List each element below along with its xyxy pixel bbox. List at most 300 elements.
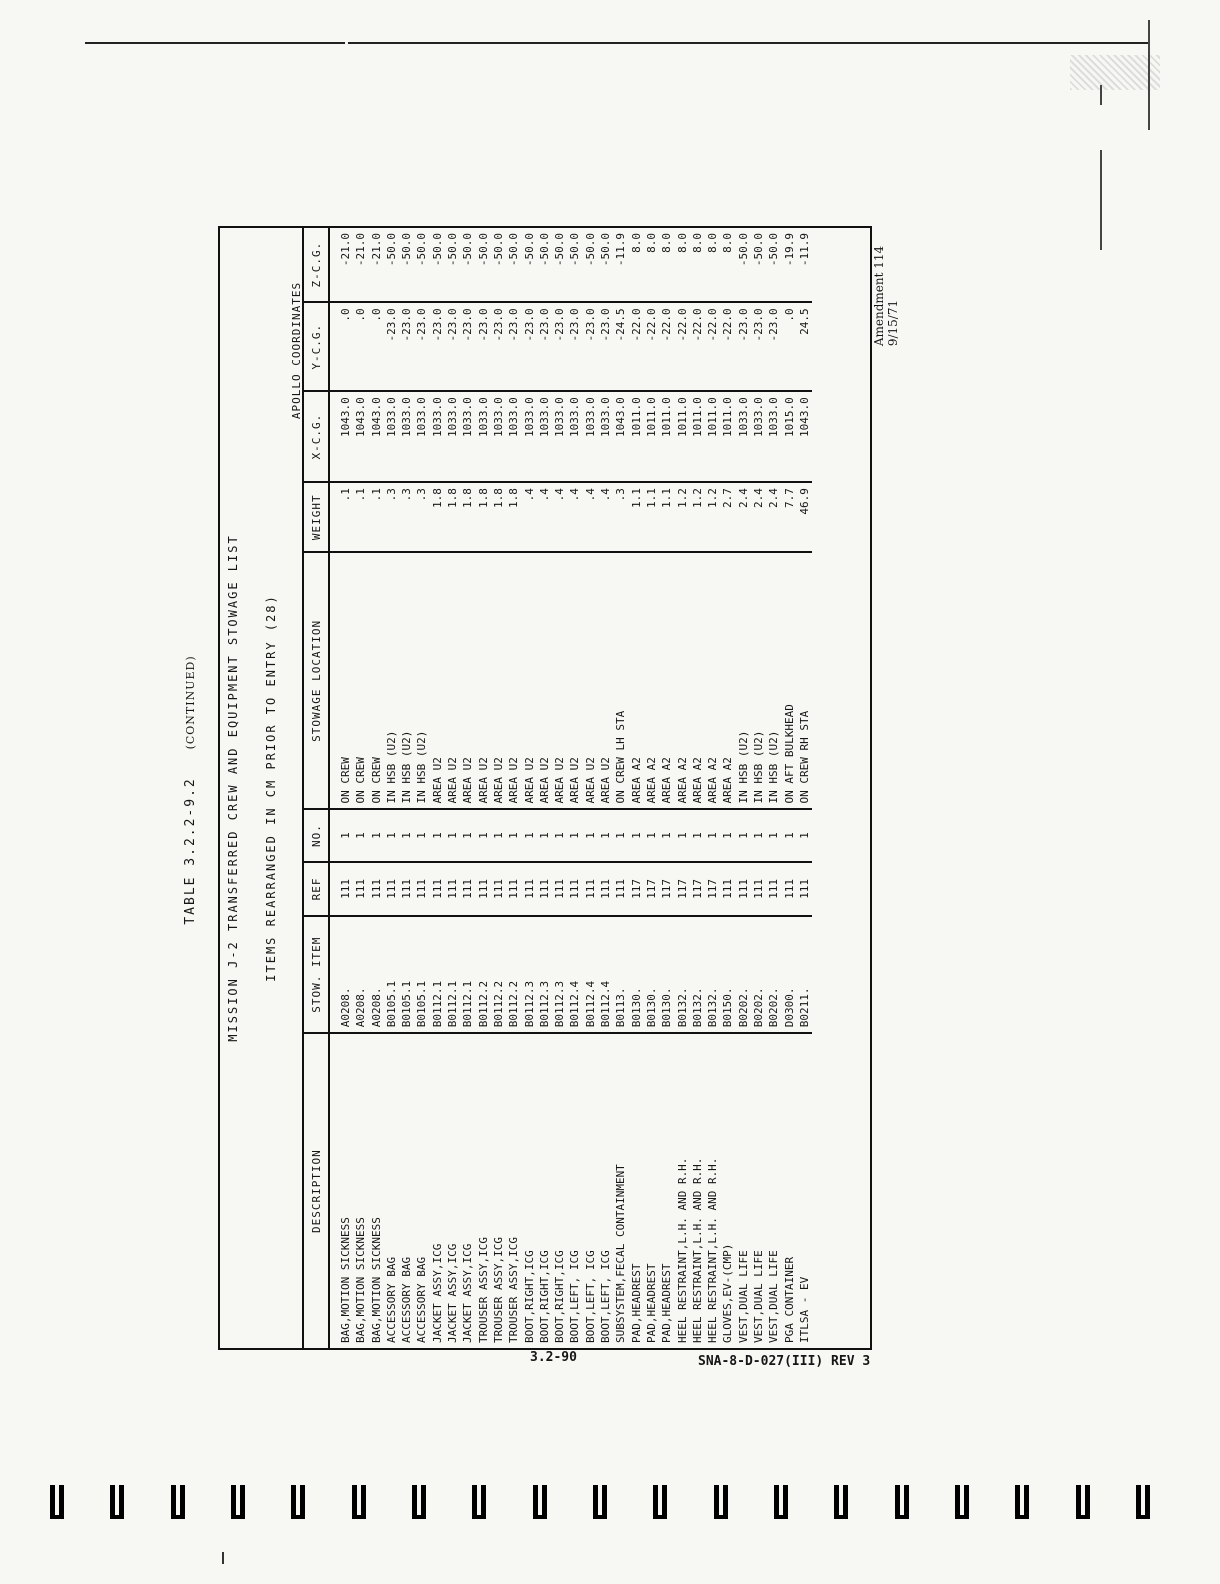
cell-no: 1 — [506, 809, 521, 861]
cell-stow-item: B0202. — [751, 916, 766, 1033]
table-row — [506, 228, 521, 1348]
cell-x-cg: 1033.0 — [430, 391, 445, 482]
cell-stowage-location: IN HSB (U2) — [399, 552, 414, 809]
cell-x-cg: 1033.0 — [476, 391, 491, 482]
cell-stowage-location: AREA U2 — [522, 552, 537, 809]
cell-weight: .3 — [613, 482, 628, 552]
cell-ref: 111 — [353, 862, 368, 916]
cell-y-cg: -23.0 — [445, 302, 460, 391]
cell-z-cg: -50.0 — [460, 228, 475, 302]
cell-description: ITLSA - EV — [797, 1276, 811, 1343]
cell-weight: 1.8 — [491, 482, 506, 552]
table-row — [567, 228, 582, 1348]
cell-stowage-location: AREA A2 — [629, 552, 644, 809]
cell-no: 1 — [460, 809, 475, 861]
table-row — [613, 228, 628, 1348]
cell-description: BAG,MOTION SICKNESS — [354, 1217, 368, 1343]
table-row — [644, 228, 659, 1348]
cell-y-cg: -22.0 — [720, 302, 735, 391]
cell-stow-item: B0112.1 — [460, 916, 475, 1033]
cell-x-cg: 1033.0 — [567, 391, 582, 482]
cell-ref: 111 — [369, 862, 384, 916]
cell-z-cg: 8.0 — [644, 228, 659, 302]
cell-y-cg: .0 — [782, 302, 797, 391]
cell-stowage-location: ON AFT BULKHEAD — [782, 552, 797, 809]
cell-weight: 7.7 — [782, 482, 797, 552]
film-mark — [533, 1485, 547, 1519]
margin-mark — [1100, 150, 1102, 250]
table-row — [537, 228, 552, 1348]
cell-y-cg: -23.0 — [399, 302, 414, 391]
cell-stowage-location: AREA U2 — [537, 552, 552, 809]
bottom-tick — [222, 1552, 224, 1564]
cell-description: TROUSER ASSY,ICG — [476, 1237, 490, 1343]
cell-y-cg: -22.0 — [644, 302, 659, 391]
cell-x-cg: 1033.0 — [736, 391, 751, 482]
cell-weight: 2.4 — [736, 482, 751, 552]
cell-z-cg: -21.0 — [369, 228, 384, 302]
cell-stow-item: B0112.4 — [583, 916, 598, 1033]
cell-stowage-location: IN HSB (U2) — [384, 552, 399, 809]
cell-x-cg: 1033.0 — [766, 391, 781, 482]
table-row — [399, 228, 414, 1348]
cell-x-cg: 1011.0 — [705, 391, 720, 482]
cell-description: TROUSER ASSY,ICG — [507, 1237, 521, 1343]
cell-description: PAD,HEADREST — [660, 1263, 674, 1343]
cell-no: 1 — [399, 809, 414, 861]
cell-ref: 111 — [766, 862, 781, 916]
cell-z-cg: -50.0 — [476, 228, 491, 302]
cell-ref: 111 — [522, 862, 537, 916]
cell-stowage-location: AREA U2 — [598, 552, 613, 809]
amendment-number: Amendment 114 — [872, 245, 886, 347]
cell-z-cg: -50.0 — [598, 228, 613, 302]
table-row — [460, 228, 475, 1348]
cell-stowage-location: AREA A2 — [690, 552, 705, 809]
margin-mark — [1100, 85, 1102, 105]
cell-weight: .3 — [399, 482, 414, 552]
cell-ref: 111 — [430, 862, 445, 916]
film-mark — [895, 1485, 909, 1519]
cell-stow-item: D0300. — [782, 916, 797, 1033]
cell-stow-item: B0112.1 — [430, 916, 445, 1033]
cell-x-cg: 1011.0 — [690, 391, 705, 482]
cell-z-cg: -50.0 — [491, 228, 506, 302]
film-mark — [593, 1485, 607, 1519]
table-row — [384, 228, 399, 1348]
cell-weight: .4 — [522, 482, 537, 552]
cell-no: 1 — [476, 809, 491, 861]
cell-description: TROUSER ASSY,ICG — [491, 1237, 505, 1343]
cell-y-cg: -22.0 — [629, 302, 644, 391]
cell-description: BOOT,LEFT, ICG — [599, 1250, 613, 1343]
film-mark — [472, 1485, 486, 1519]
cell-description: JACKET ASSY,ICG — [446, 1243, 460, 1343]
cell-y-cg: -22.0 — [675, 302, 690, 391]
cell-y-cg: -23.0 — [567, 302, 582, 391]
cell-ref: 111 — [797, 862, 812, 916]
cell-weight: 1.8 — [445, 482, 460, 552]
cell-stowage-location: ON CREW RH STA — [797, 552, 812, 809]
page-number: 3.2-90 — [530, 1350, 577, 1365]
cell-stowage-location: AREA U2 — [445, 552, 460, 809]
cell-no: 1 — [369, 809, 384, 861]
cell-z-cg: -50.0 — [736, 228, 751, 302]
cell-z-cg: 8.0 — [629, 228, 644, 302]
cell-y-cg: -23.0 — [476, 302, 491, 391]
cell-weight: 1.1 — [659, 482, 674, 552]
cell-no: 1 — [598, 809, 613, 861]
cell-y-cg: -23.0 — [537, 302, 552, 391]
cell-weight: 1.2 — [675, 482, 690, 552]
cell-description: VEST,DUAL LIFE — [736, 1250, 750, 1343]
cell-x-cg: 1011.0 — [675, 391, 690, 482]
cell-x-cg: 1043.0 — [369, 391, 384, 482]
cell-no: 1 — [445, 809, 460, 861]
cell-y-cg: -23.0 — [430, 302, 445, 391]
cell-stow-item: B0112.3 — [522, 916, 537, 1033]
cell-ref: 111 — [476, 862, 491, 916]
cell-ref: 111 — [782, 862, 797, 916]
cell-weight: 1.2 — [690, 482, 705, 552]
top-rule-right — [348, 42, 1150, 44]
cell-description: JACKET ASSY,ICG — [461, 1243, 475, 1343]
table-row — [329, 228, 353, 1348]
cell-y-cg: -23.0 — [598, 302, 613, 391]
cell-x-cg: 1011.0 — [629, 391, 644, 482]
cell-y-cg: -23.0 — [491, 302, 506, 391]
cell-stowage-location: AREA A2 — [644, 552, 659, 809]
cell-description: HEEL RESTRAINT,L.H. AND R.H. — [706, 1157, 720, 1343]
cell-z-cg: -50.0 — [583, 228, 598, 302]
cell-stowage-location: AREA U2 — [567, 552, 582, 809]
cell-weight: .4 — [567, 482, 582, 552]
cell-z-cg: -50.0 — [522, 228, 537, 302]
cell-no: 1 — [736, 809, 751, 861]
cell-stow-item: B0105.1 — [414, 916, 429, 1033]
cell-no: 1 — [797, 809, 812, 861]
cell-y-cg: -24.5 — [613, 302, 628, 391]
cell-ref: 111 — [613, 862, 628, 916]
cell-x-cg: 1043.0 — [613, 391, 628, 482]
film-mark — [774, 1485, 788, 1519]
cell-ref: 111 — [552, 862, 567, 916]
table-row — [491, 228, 506, 1348]
cell-x-cg: 1011.0 — [659, 391, 674, 482]
table-row — [414, 228, 429, 1348]
cell-ref: 111 — [329, 862, 353, 916]
cell-no: 1 — [522, 809, 537, 861]
cell-stowage-location: ON CREW — [369, 552, 384, 809]
cell-ref: 111 — [414, 862, 429, 916]
col-y-cg: Y-C.G. — [303, 302, 329, 391]
film-mark — [412, 1485, 426, 1519]
cell-x-cg: 1011.0 — [644, 391, 659, 482]
cell-ref: 111 — [445, 862, 460, 916]
cell-z-cg: -50.0 — [384, 228, 399, 302]
amendment-date: 9/15/71 — [886, 299, 900, 347]
col-stow-item: STOW. ITEM — [303, 916, 329, 1033]
cell-stow-item: B0112.2 — [506, 916, 521, 1033]
table-row — [659, 228, 674, 1348]
cell-stow-item: B0202. — [766, 916, 781, 1033]
cell-weight: .4 — [552, 482, 567, 552]
cell-stow-item: B0211. — [797, 916, 812, 1033]
cell-ref: 111 — [491, 862, 506, 916]
col-z-cg: Z-C.G. — [303, 228, 329, 302]
cell-y-cg: -22.0 — [705, 302, 720, 391]
film-edge-marks — [50, 1485, 1150, 1519]
cell-no: 1 — [720, 809, 735, 861]
table-row — [766, 228, 781, 1348]
table-row — [629, 228, 644, 1348]
cell-stow-item: B0105.1 — [384, 916, 399, 1033]
cell-weight: .3 — [384, 482, 399, 552]
cell-y-cg: -23.0 — [460, 302, 475, 391]
cell-no: 1 — [491, 809, 506, 861]
col-ref: REF — [303, 862, 329, 916]
cell-x-cg: 1033.0 — [399, 391, 414, 482]
col-x-cg: X-C.G. — [303, 391, 329, 482]
cell-z-cg: -19.9 — [782, 228, 797, 302]
rotated-table-page — [175, 220, 935, 1360]
cell-description: HEEL RESTRAINT,L.H. AND R.H. — [675, 1157, 689, 1343]
cell-y-cg: -23.0 — [506, 302, 521, 391]
cell-weight: 1.1 — [629, 482, 644, 552]
top-rule-left — [85, 42, 345, 44]
cell-stowage-location: AREA U2 — [430, 552, 445, 809]
table-row — [552, 228, 567, 1348]
cell-ref: 117 — [659, 862, 674, 916]
cell-no: 1 — [537, 809, 552, 861]
cell-z-cg: -50.0 — [445, 228, 460, 302]
cell-stowage-location: ON CREW — [329, 552, 353, 809]
cell-no: 1 — [552, 809, 567, 861]
cell-x-cg: 1033.0 — [414, 391, 429, 482]
cell-stowage-location: IN HSB (U2) — [751, 552, 766, 809]
cell-weight: 2.4 — [751, 482, 766, 552]
cell-no: 1 — [766, 809, 781, 861]
cell-weight: 2.7 — [720, 482, 735, 552]
cell-ref: 117 — [629, 862, 644, 916]
col-description: DESCRIPTION — [303, 1033, 329, 1348]
scan-smudge — [1070, 55, 1160, 90]
cell-stow-item: B0130. — [659, 916, 674, 1033]
film-mark — [834, 1485, 848, 1519]
cell-description: PAD,HEADREST — [644, 1263, 658, 1343]
table-row — [720, 228, 735, 1348]
cell-ref: 111 — [460, 862, 475, 916]
cell-stow-item: B0130. — [644, 916, 659, 1033]
cell-description: BOOT,RIGHT,ICG — [522, 1250, 536, 1343]
cell-no: 1 — [613, 809, 628, 861]
cell-stow-item: B0113. — [613, 916, 628, 1033]
cell-y-cg: .0 — [353, 302, 368, 391]
cell-weight: .4 — [598, 482, 613, 552]
cell-description: VEST,DUAL LIFE — [767, 1250, 781, 1343]
cell-weight: .4 — [583, 482, 598, 552]
cell-y-cg: -23.0 — [766, 302, 781, 391]
cell-description: BOOT,LEFT, ICG — [568, 1250, 582, 1343]
cell-description: BAG,MOTION SICKNESS — [369, 1217, 383, 1343]
cell-x-cg: 1011.0 — [720, 391, 735, 482]
film-mark — [50, 1485, 64, 1519]
coordinates-group-label: APOLLO COORDINATES — [290, 281, 303, 420]
document-id: SNA-8-D-027(III) REV 3 — [698, 1354, 871, 1369]
cell-ref: 117 — [644, 862, 659, 916]
cell-z-cg: -50.0 — [552, 228, 567, 302]
film-mark — [714, 1485, 728, 1519]
cell-stow-item: B0112.2 — [476, 916, 491, 1033]
table-caption — [183, 220, 198, 1360]
cell-ref: 111 — [537, 862, 552, 916]
cell-y-cg: .0 — [369, 302, 384, 391]
cell-description: GLOVES,EV-(CMP) — [721, 1243, 735, 1343]
table-row — [675, 228, 690, 1348]
table-row — [583, 228, 598, 1348]
table-row — [430, 228, 445, 1348]
cell-description: HEEL RESTRAINT,L.H. AND R.H. — [690, 1157, 704, 1343]
cell-z-cg: -21.0 — [353, 228, 368, 302]
film-mark — [352, 1485, 366, 1519]
cell-x-cg: 1033.0 — [491, 391, 506, 482]
cell-no: 1 — [430, 809, 445, 861]
col-weight: WEIGHT — [303, 482, 329, 552]
cell-y-cg: -23.0 — [736, 302, 751, 391]
cell-y-cg: -23.0 — [522, 302, 537, 391]
cell-x-cg: 1033.0 — [583, 391, 598, 482]
cell-y-cg: -23.0 — [583, 302, 598, 391]
cell-stow-item: B0150. — [720, 916, 735, 1033]
table-row — [705, 228, 720, 1348]
header-row — [303, 228, 329, 1348]
cell-z-cg: 8.0 — [705, 228, 720, 302]
cell-stow-item: B0112.3 — [537, 916, 552, 1033]
cell-y-cg: -23.0 — [414, 302, 429, 391]
cell-z-cg: -50.0 — [751, 228, 766, 302]
cell-x-cg: 1033.0 — [537, 391, 552, 482]
cell-description: ACCESSORY BAG — [384, 1256, 398, 1343]
cell-stowage-location: AREA U2 — [552, 552, 567, 809]
cell-no: 1 — [751, 809, 766, 861]
cell-weight: 1.8 — [476, 482, 491, 552]
cell-description: BOOT,LEFT, ICG — [583, 1250, 597, 1343]
table-title: MISSION J-2 TRANSFERRED CREW AND EQUIPMENT STOWAGE LIST — [226, 534, 240, 1042]
film-mark — [110, 1485, 124, 1519]
cell-y-cg: -23.0 — [552, 302, 567, 391]
cell-stow-item: B0105.1 — [399, 916, 414, 1033]
table-row — [476, 228, 491, 1348]
cell-stowage-location: AREA U2 — [583, 552, 598, 809]
cell-no: 1 — [675, 809, 690, 861]
cell-z-cg: -11.9 — [797, 228, 812, 302]
table-caption-number: TABLE 3.2.2-9.2 — [183, 777, 198, 925]
cell-description: PGA CONTAINER — [782, 1256, 796, 1343]
cell-x-cg: 1033.0 — [552, 391, 567, 482]
film-mark — [231, 1485, 245, 1519]
cell-z-cg: -50.0 — [430, 228, 445, 302]
cell-ref: 111 — [399, 862, 414, 916]
cell-stowage-location: AREA U2 — [476, 552, 491, 809]
cell-no: 1 — [629, 809, 644, 861]
cell-no: 1 — [659, 809, 674, 861]
cell-stow-item: B0112.4 — [598, 916, 613, 1033]
cell-stow-item: A0208. — [369, 916, 384, 1033]
cell-no: 1 — [414, 809, 429, 861]
cell-x-cg: 1033.0 — [522, 391, 537, 482]
cell-stow-item: A0208. — [329, 916, 353, 1033]
cell-ref: 117 — [705, 862, 720, 916]
cell-x-cg: 1033.0 — [751, 391, 766, 482]
cell-ref: 111 — [751, 862, 766, 916]
cell-weight: .4 — [537, 482, 552, 552]
cell-y-cg: -23.0 — [384, 302, 399, 391]
cell-y-cg: .0 — [329, 302, 353, 391]
cell-z-cg: 8.0 — [659, 228, 674, 302]
cell-z-cg: 8.0 — [690, 228, 705, 302]
cell-weight: .1 — [369, 482, 384, 552]
cell-z-cg: -50.0 — [537, 228, 552, 302]
cell-no: 1 — [384, 809, 399, 861]
col-stowage-location: STOWAGE LOCATION — [303, 552, 329, 809]
cell-z-cg: -21.0 — [329, 228, 353, 302]
cell-stow-item: B0112.3 — [552, 916, 567, 1033]
film-mark — [1015, 1485, 1029, 1519]
cell-ref: 117 — [690, 862, 705, 916]
table-caption-suffix: (CONTINUED) — [184, 655, 197, 750]
cell-ref: 111 — [720, 862, 735, 916]
cell-ref: 111 — [583, 862, 598, 916]
cell-description: BOOT,RIGHT,ICG — [553, 1250, 567, 1343]
table-row — [353, 228, 368, 1348]
film-mark — [955, 1485, 969, 1519]
cell-ref: 111 — [384, 862, 399, 916]
cell-z-cg: -50.0 — [399, 228, 414, 302]
cell-z-cg: -50.0 — [506, 228, 521, 302]
cell-ref: 111 — [736, 862, 751, 916]
cell-description: SUBSYSTEM,FECAL CONTAINMENT — [614, 1164, 628, 1343]
film-mark — [1076, 1485, 1090, 1519]
cell-stow-item: B0112.4 — [567, 916, 582, 1033]
cell-x-cg: 1033.0 — [445, 391, 460, 482]
col-no: NO. — [303, 809, 329, 861]
cell-no: 1 — [329, 809, 353, 861]
cell-y-cg: -22.0 — [659, 302, 674, 391]
table-row — [751, 228, 766, 1348]
cell-x-cg: 1015.0 — [782, 391, 797, 482]
cell-weight: .1 — [329, 482, 353, 552]
cell-no: 1 — [583, 809, 598, 861]
cell-stowage-location: IN HSB (U2) — [414, 552, 429, 809]
margin-mark — [1148, 20, 1150, 130]
cell-weight: 1.8 — [506, 482, 521, 552]
cell-stow-item: B0130. — [629, 916, 644, 1033]
cell-z-cg: 8.0 — [675, 228, 690, 302]
cell-no: 1 — [690, 809, 705, 861]
cell-x-cg: 1043.0 — [329, 391, 353, 482]
cell-y-cg: -23.0 — [751, 302, 766, 391]
cell-x-cg: 1033.0 — [460, 391, 475, 482]
cell-x-cg: 1033.0 — [506, 391, 521, 482]
cell-description: VEST,DUAL LIFE — [752, 1250, 766, 1343]
cell-description: PAD,HEADREST — [629, 1263, 643, 1343]
cell-stow-item: B0132. — [675, 916, 690, 1033]
cell-stow-item: A0208. — [353, 916, 368, 1033]
cell-weight: 1.2 — [705, 482, 720, 552]
cell-ref: 111 — [567, 862, 582, 916]
cell-stow-item: B0112.1 — [445, 916, 460, 1033]
cell-no: 1 — [705, 809, 720, 861]
